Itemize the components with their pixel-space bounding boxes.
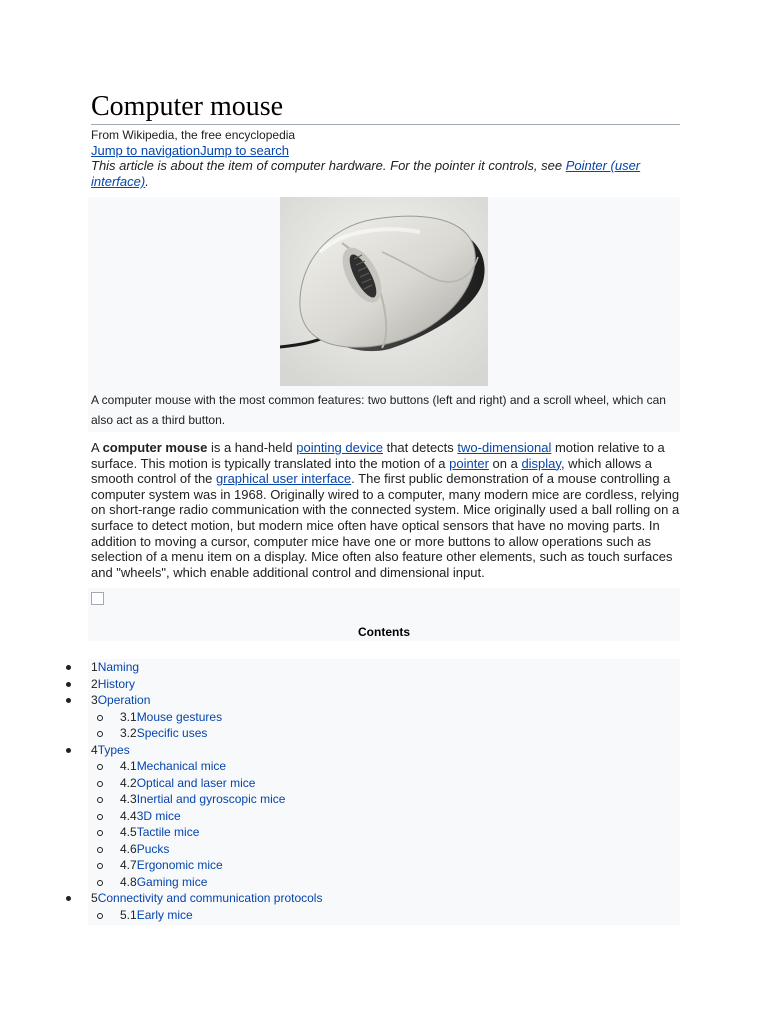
jump-to-navigation-link[interactable]: Jump to navigation <box>91 143 201 158</box>
two-dimensional-link[interactable]: two-dimensional <box>457 440 552 455</box>
toc-item <box>0 890 768 907</box>
toc-item <box>0 758 768 775</box>
circle-bullet-icon <box>97 913 103 919</box>
lead-text: , which allows a smooth control of the <box>91 455 652 487</box>
toc-list <box>0 659 768 923</box>
toc-item-number: 5 <box>91 891 98 905</box>
toc-item-number: 4.6 <box>120 841 137 856</box>
bullet-icon <box>66 698 71 703</box>
toc-item-number: 4.4 <box>120 808 137 823</box>
thumbnail-figure <box>88 197 680 432</box>
circle-bullet-icon <box>97 863 103 869</box>
toc-item-number: 4.5 <box>120 825 137 839</box>
toc-item-number: 4.1 <box>120 759 137 773</box>
graphical-user-interface-link[interactable]: graphical user interface <box>216 471 352 487</box>
pointer-link[interactable]: pointer <box>449 455 489 471</box>
toc-item-link[interactable]: Specific uses <box>136 726 208 740</box>
toc-item-link[interactable]: Optical and laser mice <box>136 775 256 790</box>
pointing-device-link[interactable]: pointing device <box>296 440 383 455</box>
toc-item-link[interactable]: Early mice <box>136 907 193 922</box>
toc-item-number: 1 <box>91 660 98 674</box>
lead-text: motion relative to a surface. This motion is typically translated into the motion of a <box>91 440 665 471</box>
lead-text: A <box>91 440 103 455</box>
toc-item-number: 3.1 <box>120 709 137 724</box>
toc-item-link[interactable]: 3D mice <box>136 808 181 823</box>
hatnote-suffix: . <box>145 174 149 189</box>
lead-text: . The first public demonstration of a mouse controlling a computer system was in 1968. Originally wired to a computer, many modern mice are cordless, relying on short-range radio communication with the connected system. Mice originally used a ball rolling on a surface to detect motion, but modern mice often have optical sensors that have no moving parts. In addition to moving a cursor, computer mice have one or more buttons to allow operations such as selection of a menu item on a display. Mice often also feature other elements, such as touch surfaces and "wheels", which enable additional control and dimensional input. <box>91 471 680 580</box>
circle-bullet-icon <box>97 781 103 787</box>
toc-item-number: 4.8 <box>120 874 137 889</box>
toc-item-number: 4.3 <box>120 792 137 806</box>
toc-item-link[interactable]: Types <box>97 742 130 757</box>
display-link[interactable]: display <box>521 455 561 471</box>
toc-item <box>0 676 768 693</box>
toc-item-link[interactable]: Naming <box>97 660 140 674</box>
toc-item <box>0 775 768 792</box>
toc-item <box>0 659 768 676</box>
circle-bullet-icon <box>97 830 103 836</box>
lead-text: is a hand-held <box>207 440 297 455</box>
lead-text: on a <box>488 455 522 471</box>
toc-toggle-checkbox[interactable] <box>91 592 104 605</box>
toc-item-number: 3 <box>91 693 98 707</box>
toc-header <box>88 588 680 641</box>
lead-text: that detects <box>382 440 458 455</box>
circle-bullet-icon <box>97 715 103 721</box>
toc-item <box>0 841 768 858</box>
computer-mouse-image[interactable] <box>280 197 488 386</box>
lead-paragraph <box>91 440 681 580</box>
circle-bullet-icon <box>97 847 103 853</box>
toc-item <box>0 692 768 709</box>
lead-bold-term: computer mouse <box>102 440 208 455</box>
toc-item <box>0 791 768 808</box>
toc-item-link[interactable]: Mouse gestures <box>136 709 223 724</box>
jump-links <box>91 143 289 159</box>
toc-item <box>0 709 768 726</box>
jump-to-search-link[interactable]: Jump to search <box>200 143 289 158</box>
toc-item-link[interactable]: History <box>97 676 136 691</box>
page-title: Computer mouse <box>91 90 680 125</box>
hatnote-text: This article is about the item of computer hardware. For the pointer it controls, see <box>91 158 566 173</box>
toc-item <box>0 874 768 891</box>
toc-item-number: 5.1 <box>120 907 137 922</box>
toc-item-link[interactable]: Connectivity and communication protocols <box>97 891 323 905</box>
circle-bullet-icon <box>97 797 103 803</box>
circle-bullet-icon <box>97 880 103 886</box>
toc-item <box>0 907 768 924</box>
toc-item-link[interactable]: Mechanical mice <box>136 759 227 773</box>
toc-item-link[interactable]: Gaming mice <box>136 874 208 889</box>
toc-item-number: 4.7 <box>120 858 137 872</box>
toc-item <box>0 824 768 841</box>
toc-item-link[interactable]: Ergonomic mice <box>136 858 223 872</box>
toc-item <box>0 857 768 874</box>
toc-title: Contents <box>358 625 410 639</box>
toc-item <box>0 742 768 759</box>
toc-item-link[interactable]: Operation <box>97 693 151 707</box>
circle-bullet-icon <box>97 731 103 737</box>
toc-item-number: 2 <box>91 676 98 691</box>
toc-item-link[interactable]: Inertial and gyroscopic mice <box>136 792 286 806</box>
image-caption: A computer mouse with the most common features: two buttons (left and right) and a scroll wheel, which can also act as a third button. <box>91 393 666 427</box>
toc-item-number: 4.2 <box>120 775 137 790</box>
circle-bullet-icon <box>97 764 103 770</box>
bullet-icon <box>66 682 71 687</box>
hatnote <box>91 158 671 190</box>
toc-item-link[interactable]: Tactile mice <box>136 825 200 839</box>
toc-item <box>0 725 768 742</box>
toc-item-link[interactable]: Pucks <box>136 841 170 856</box>
site-tagline: From Wikipedia, the free encyclopedia <box>91 128 296 142</box>
pointer-user-interface-link[interactable]: Pointer (user interface) <box>91 158 641 189</box>
bullet-icon <box>66 896 71 901</box>
toc-item-number: 4 <box>91 742 98 757</box>
toc-item <box>0 808 768 825</box>
bullet-icon <box>66 665 71 670</box>
bullet-icon <box>66 748 71 753</box>
circle-bullet-icon <box>97 814 103 820</box>
toc-item-number: 3.2 <box>120 726 137 740</box>
